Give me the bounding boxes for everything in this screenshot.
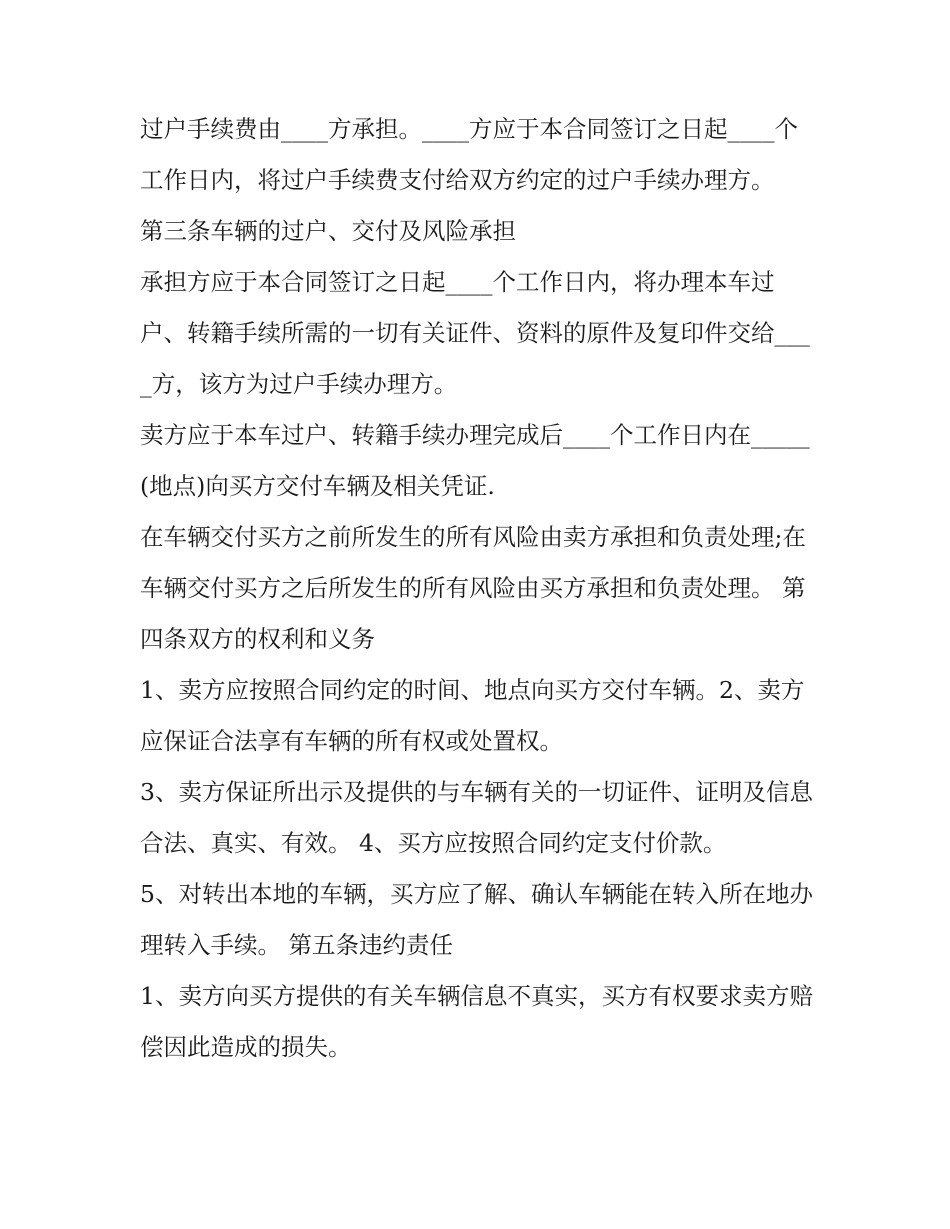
paragraph-risk-allocation: 在车辆交付买方之前所发生的所有风险由卖方承担和负责处理;在车辆交付买方之后所发生的所有风险由买方承担和负责处理。 第四条双方的权利和义务 xyxy=(140,523,806,653)
heading-article-three: 第三条车辆的过户、交付及风险承担 xyxy=(140,217,516,245)
paragraph-breach-1: 1、卖方向买方提供的有关车辆信息不真实，买方有权要求卖方赔偿因此造成的损失。 xyxy=(140,982,813,1061)
paragraph-transfer-fee: 过户手续费由____方承担。____方应于本合同签订之日起____个工作日内，将过户手续费支付给双方约定的过户手续办理方。 xyxy=(140,115,798,194)
paragraph-documents-handover: 承担方应于本合同签订之日起____个工作日内，将办理本车过户、转籍手续所需的一切有关证件、资料的原件及复印件交给____方，该方为过户手续办理方。 xyxy=(140,268,810,398)
paragraph-seller-obligations-1-2: 1、卖方应按照合同约定的时间、地点向买方交付车辆。2、卖方应保证合法享有车辆的所有权或处置权。 xyxy=(140,676,805,755)
document-body xyxy=(140,104,820,1073)
paragraph-vehicle-delivery: 卖方应于本车过户、转籍手续办理完成后____个工作日内在_____(地点)向买方交付车辆及相关凭证. xyxy=(140,421,810,500)
paragraph-obligation-5: 5、对转出本地的车辆，买方应了解、确认车辆能在转入所在地办理转入手续。 第五条违约责任 xyxy=(140,880,813,959)
paragraph-obligations-3-4: 3、卖方保证所出示及提供的与车辆有关的一切证件、证明及信息合法、真实、有效。 4、买方应按照合同约定支付价款。 xyxy=(140,778,813,857)
